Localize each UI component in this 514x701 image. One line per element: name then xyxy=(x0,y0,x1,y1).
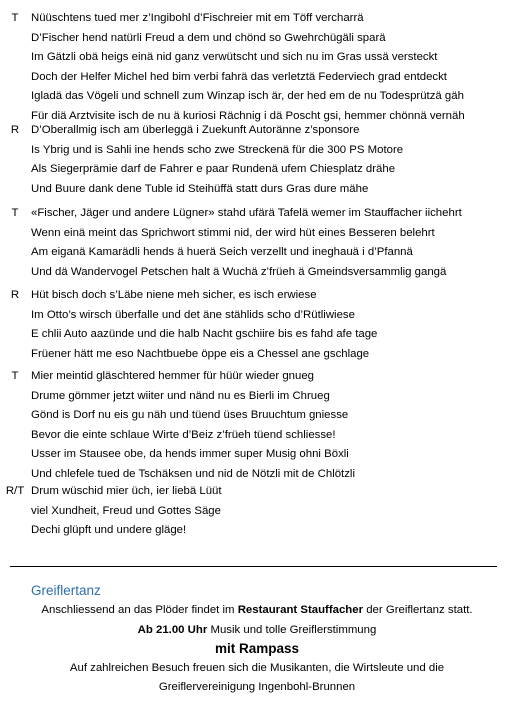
stanza-lines xyxy=(31,367,510,485)
info-text: Anschliessend an das Plöder findet im xyxy=(41,604,238,616)
verse-line: Und dä Wandervogel Petschen halt ä Wuchä z’früeh ä Gmeindsversammlig gangä xyxy=(31,265,447,278)
verse-line: Nüüschtens tued mer z’Ingibohl d’Fischreier mit em Töff vercharrä xyxy=(31,12,364,24)
verse-line: Früener hätt me eso Nachtbuebe öppe eis a Chessel ane gschlage xyxy=(31,347,370,360)
verse-line: Und chlefele tued de Tschäksen und nid de Nötzli mit de Chlötzli xyxy=(31,467,355,480)
verse-line: Igladä das Vögeli und schnell zum Winzap isch är, der hed em de nu Todesprützä gäh xyxy=(31,90,464,103)
stanza-lines xyxy=(31,482,510,541)
verse-line: Hüt bisch doch s’Läbe niene meh sicher, es isch erwiese xyxy=(31,289,317,301)
verse-line: Is Ybrig und is Sahli ine hends scho zwe Streckenä für die 300 PS Motore xyxy=(31,143,404,156)
band-name: mit Rampass xyxy=(214,641,300,656)
verse-line: Gönd is Dorf nu eis gu näh und tüend üses Bruuchtum gniesse xyxy=(31,409,349,422)
info-line-5: Greiflervereinigung Ingenbohl-Brunnen xyxy=(158,681,356,693)
stanza-lines xyxy=(31,286,510,364)
verse-line: Doch der Helfer Michel hed bim verbi fahrä das verletztä Federviech grad entdeckt xyxy=(31,70,447,83)
verse-line: Für diä Arztvisite isch de nu ä kuriosi Rächnig i dä Poscht gsi, hemmer chönnä vernäh xyxy=(31,109,465,122)
info-heading: Greiflertanz xyxy=(31,583,101,598)
verse-line: Im Otto’s wirsch überfalle und det äne stählids scho d’Rütliwiese xyxy=(31,308,355,321)
stanza-lines xyxy=(31,204,510,282)
verse-line: Drum wüschid mier üch, ier liebä Lüüt xyxy=(31,485,222,497)
verse-line: Am eiganä Kamarädli hends ä huerä Seich verzellt und ineghauä i d’Pfannä xyxy=(31,246,413,259)
restaurant-name: Restaurant Stauffacher xyxy=(237,604,364,616)
verse-line: Wenn einä meint das Sprichwort stimmi nid, der wird hüt eines Besseren belehrt xyxy=(31,226,435,239)
verse-line: viel Xundheit, Freud und Gottes Säge xyxy=(31,504,221,517)
verse-line: Usser im Stausee obe, da hends immer super Musig ohni Böxli xyxy=(31,448,349,461)
info-line-2 xyxy=(0,621,514,641)
verse-line: Im Gätzli obä heigs einä nid ganz verwütscht und sich nu im Gras ussä versteckt xyxy=(31,51,438,64)
verse-line: Mier meintid gläschtered hemmer für hüür wieder gnueg xyxy=(31,370,315,382)
verse-line: E chlii Auto aazünde und die halb Nacht gschiire bis es fahd afe tage xyxy=(31,328,378,341)
verse-line: D’Oberallmig isch am überleggä i Zuekunft Autorännе z’sponsore xyxy=(31,124,360,136)
stanza-marker: R/T xyxy=(5,485,25,497)
section-divider xyxy=(10,566,497,567)
stanza-marker: R xyxy=(10,124,20,136)
verse-line: Drume gömmer jetzt wiiter und nänd nu es Bierli im Chrueg xyxy=(31,389,330,402)
stanza-lines xyxy=(31,121,510,199)
stanza-marker: T xyxy=(11,207,19,219)
info-text: der Greiflertanz statt. xyxy=(363,604,473,616)
verse-line: Dechi glüpft und undere gläge! xyxy=(31,524,187,537)
verse-line: D’Fischer hend natürli Freud a dem und chönd so Gwehrchügäli sparä xyxy=(31,31,386,44)
verse-line: «Fischer, Jäger und andere Lügner» stahd ufärä Tafelä wemer im Stauffacher iichehrt xyxy=(31,207,462,219)
verse-line: Bevor die einte schlaue Wirte d’Beiz z’früeh tüend schliesse! xyxy=(31,428,336,441)
stanza-lines xyxy=(31,9,510,127)
event-time: Ab 21.00 Uhr xyxy=(137,624,208,636)
info-line-1 xyxy=(0,601,514,621)
info-text: Musik und tolle Greiflerstimmung xyxy=(207,624,377,636)
verse-line: Als Siegerprämie darf de Fahrer e paar Rundenä ufem Chiesplatz drähe xyxy=(31,163,396,176)
info-line-4: Auf zahlreichen Besuch freuen sich die Musikanten, die Wirtsleute und die xyxy=(69,662,445,674)
stanza-marker: R xyxy=(10,289,20,301)
stanza-marker: T xyxy=(11,12,19,24)
stanza-marker: T xyxy=(11,370,19,382)
verse-line: Und Buure dank dene Tuble id Steihüffä statt durs Gras dure mähe xyxy=(31,182,369,195)
